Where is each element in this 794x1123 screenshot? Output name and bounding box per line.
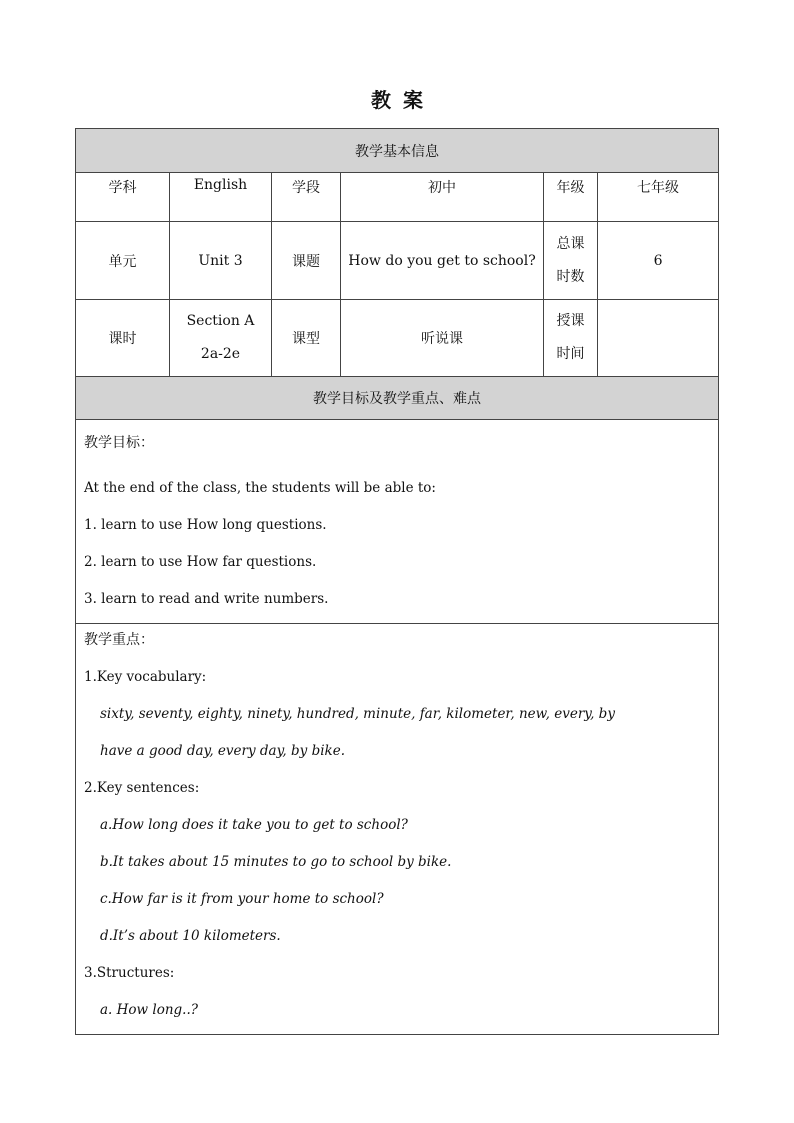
vocab-heading: 1.Key vocabulary:: [84, 669, 207, 685]
period-label: 课时: [76, 300, 170, 377]
topic-value: How do you get to school?: [341, 222, 544, 300]
sentences-heading: 2.Key sentences:: [84, 780, 200, 796]
teaching-time-label-line2: 时间: [556, 346, 585, 362]
grade-label: 年级: [544, 173, 598, 222]
teaching-time-value: [598, 300, 719, 377]
topic-label: 课题: [272, 222, 341, 300]
period-value-line2: 2a-2e: [200, 346, 241, 362]
unit-value: Unit 3: [170, 222, 272, 300]
subject-value: English: [170, 173, 272, 222]
key-points-section: [76, 624, 719, 1035]
total-hours-label-line2: 时数: [556, 268, 585, 285]
objectives-band: 教学目标及教学重点、难点: [76, 377, 719, 420]
lesson-type-label: 课型: [272, 300, 341, 377]
period-value: [170, 300, 272, 377]
grade-value: 七年级: [598, 173, 719, 222]
page-title: 教案: [371, 88, 435, 112]
objective-item: 1. learn to use How long questions.: [84, 517, 327, 533]
total-hours-value: 6: [598, 222, 719, 300]
key-sentence: c.How far is it from your home to school?: [100, 891, 384, 907]
structure-item: a. How long..?: [100, 1002, 198, 1018]
teaching-time-label-line1: 授课: [556, 313, 585, 329]
objectives-intro: At the end of the class, the students will be able to:: [84, 480, 436, 496]
key-points-title: 教学重点：: [84, 632, 154, 648]
lesson-type-value: 听说课: [341, 300, 544, 377]
objective-item: 2. learn to use How far questions.: [84, 554, 317, 570]
teaching-time-label: [544, 300, 598, 377]
vocab-line: sixty, seventy, eighty, ninety, hundred, minute, far, kilometer, new, every, by: [100, 706, 615, 722]
key-sentence: b.It takes about 15 minutes to go to school by bike.: [100, 854, 452, 870]
total-hours-label-line1: 总课: [556, 235, 585, 252]
objectives-section: [76, 420, 719, 624]
vocab-line: have a good day, every day, by bike.: [100, 743, 345, 759]
objective-item: 3. learn to read and write numbers.: [84, 591, 329, 607]
key-sentence: a.How long does it take you to get to school?: [100, 817, 408, 833]
key-sentence: d.It’s about 10 kilometers.: [100, 928, 281, 944]
subject-label: 学科: [76, 173, 170, 222]
unit-label: 单元: [76, 222, 170, 300]
total-hours-label: [544, 222, 598, 300]
stage-label: 学段: [272, 173, 341, 222]
stage-value: 初中: [341, 173, 544, 222]
basic-info-band: 教学基本信息: [76, 129, 719, 173]
period-value-line1: Section A: [186, 313, 255, 329]
objectives-title: 教学目标：: [84, 435, 154, 451]
structures-heading: 3.Structures:: [84, 965, 175, 981]
lesson-plan-table: [75, 128, 719, 1035]
